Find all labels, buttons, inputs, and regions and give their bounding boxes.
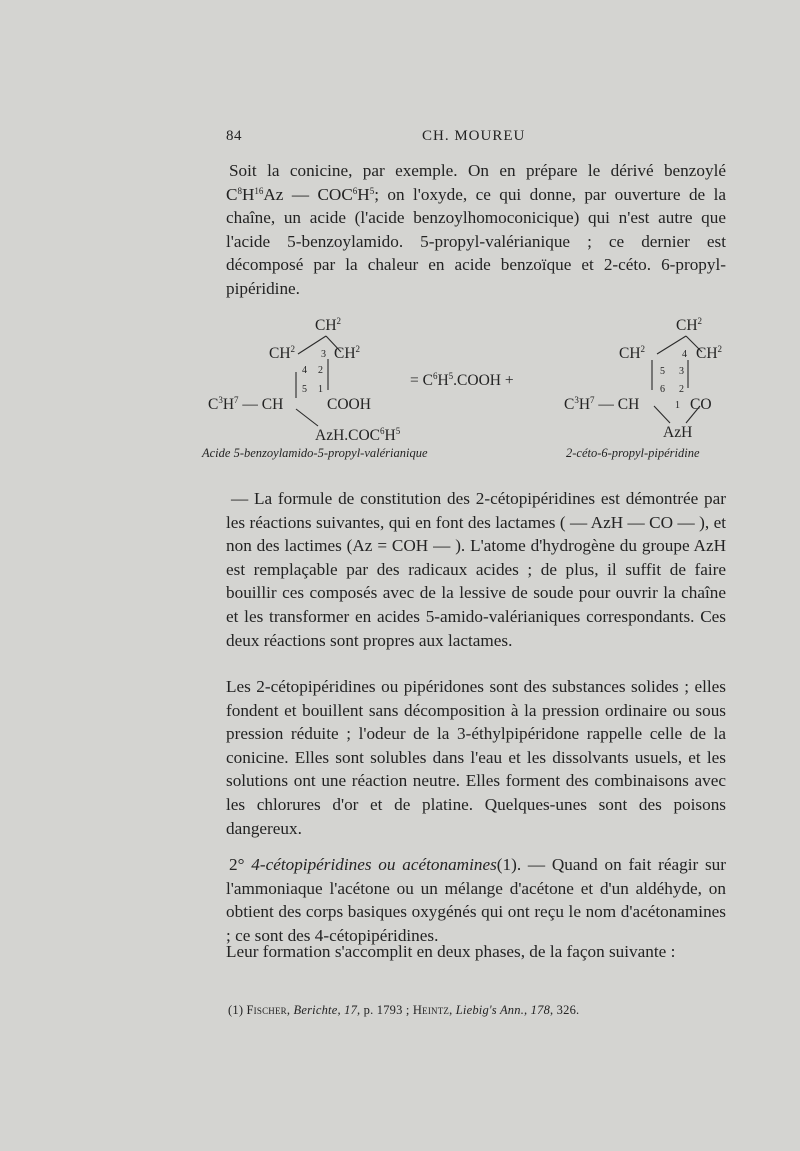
equation-middle: = $C^6H^5.COOH$ + [410, 371, 514, 389]
right-ring-number: 6 [660, 384, 665, 395]
right-ring-number: 4 [682, 349, 687, 360]
section-title: 4-cétopipéridines ou acétonamines [251, 855, 497, 874]
right-propyl-group: $C^3H^7$ — CH [564, 395, 640, 413]
right-azh: AzH [663, 424, 693, 441]
right-ch2-right: $CH^2$ [696, 344, 723, 362]
caption-right: 2-céto-6-propyl-pipéridine [566, 446, 700, 460]
footnote-ref: (1) [496, 855, 517, 874]
left-ring-number: 3 [321, 349, 326, 360]
page-number: 84 [226, 128, 242, 144]
left-ring-number: 5 [302, 384, 307, 395]
right-ring-number: 1 [675, 400, 680, 411]
right-ring-number: 3 [679, 366, 684, 377]
left-ring-number: 4 [302, 365, 307, 376]
left-ring-number: 1 [318, 384, 323, 395]
paragraph-intro: Soit la conicine, par exemple. On en prépare le dérivé benzoylé $C^8H^{16}Az$ — $COC^6H^5$; on l'oxyde, ce qui donne, par ouverture de la chaîne, un acide (l'acide benzoylhomoconicique) qui n'est autre que l'acide 5-benzoylamido. 5-propyl-valérianique ; ce dernier est décomposé par la chaleur en acide benzoïque et 2-céto. 6-propyl-pipéridine. [226, 161, 726, 298]
left-ring-number: 2 [318, 365, 323, 376]
right-ch2-left: $CH^2$ [619, 344, 646, 362]
footnote: (1) Fischer, Berichte, 17, p. 1793 ; Heintz, Liebig's Ann., 178, 326. [228, 1003, 580, 1017]
paragraph-formation: Leur formation s'accomplit en deux phases, de la façon suivante : [226, 942, 676, 961]
paragraph-lactames: — La formule de constitution des 2-cétopipéridines est démontrée par les réactions suivantes, qui en font des lactames ( — AzH — CO — ), et non des lactimes (Az = COH — ). L'atome d'hydrogène du groupe AzH est remplaçable par des radicaux acides ; de plus, il suffit de faire bouillir ces composés avec de la lessive de soude pour ouvrir la chaîne et les transformer en acides 5-amido-valérianiques correspondants. Ces deux réactions sont propres aux lactames. [226, 489, 726, 650]
paragraph-acetonamines: 2° 4-cétopipéridines ou acétonamines(1). — Quand on fait réagir sur l'ammoniaque l'acétone ou un mélange d'acétone et d'un aldéhyde, on obtient des corps basiques oxygénés qui ont reçu le nom d'acétonamines ; ce sont des 4-cétopipéridines. [226, 855, 726, 945]
right-ring-number: 5 [660, 366, 665, 377]
left-ch2-top: $CH^2$ [315, 316, 342, 334]
right-co: CO [690, 396, 712, 413]
right-ring-number: 2 [679, 384, 684, 395]
left-ch2-left: $CH^2$ [269, 344, 296, 362]
chemical-equation [200, 312, 740, 462]
running-header [226, 128, 736, 150]
right-ch2-top: $CH^2$ [676, 316, 703, 334]
left-ch2-right: $CH^2$ [334, 344, 361, 362]
left-cooh: COOH [327, 396, 371, 413]
running-title: CH. MOUREU [422, 128, 526, 144]
caption-left: Acide 5-benzoylamido-5-propyl-valérianique [202, 446, 428, 460]
left-azh-group: $AzH.COC^6H^5$ [315, 426, 401, 444]
paragraph-properties: Les 2-cétopipéridines ou pipéridones sont des substances solides ; elles fondent et bouillent sans décomposition à la pression ordinaire ou sous pression réduite ; l'odeur de la 3-éthylpipéridone rappelle celle de la conicine. Elles sont solubles dans l'eau et les dissolvants usuels, et les solutions ont une réaction neutre. Elles forment des combinaisons avec les chlorures d'or et de platine. Quelques-unes sont des poisons dangereux. [226, 677, 726, 838]
left-propyl-group: $C^3H^7$ — CH [208, 395, 284, 413]
